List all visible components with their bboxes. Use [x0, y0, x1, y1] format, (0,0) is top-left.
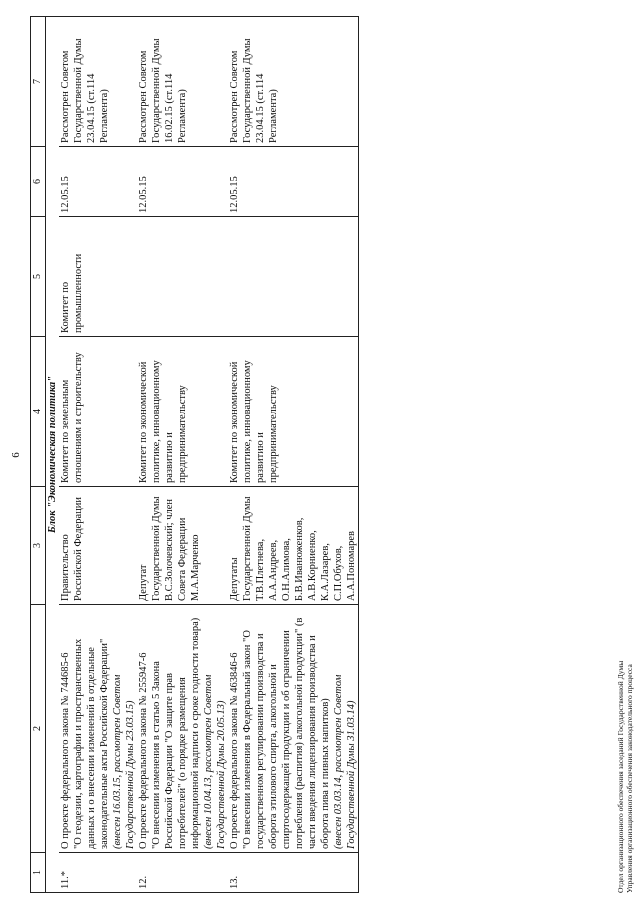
- review-date: 12.05.15: [137, 147, 228, 217]
- responsible-committee: Комитет по экономической политике, инновационному развитию и предпринимательству: [228, 337, 359, 487]
- col-header-2: 2: [31, 605, 46, 853]
- row-number: 13.: [228, 853, 359, 893]
- bill-description: [228, 605, 359, 853]
- review-date: 12.05.15: [59, 147, 137, 217]
- col-header-5: 5: [31, 217, 46, 337]
- row-number: 12.: [137, 853, 228, 893]
- bill-subject: "О внесении изменения в статью 5 Закона Российской Федерации "О защите прав потребителей" (о порядке размещения информационной надписи о сроке годности товара): [151, 617, 201, 849]
- bill-note: (внесен 03.03.14, рассмотрен Советом Государственной Думы 31.03.14): [333, 674, 357, 849]
- col-header-4: 4: [31, 337, 46, 487]
- row-number: 11.*: [59, 853, 137, 893]
- bill-note: (внесен 16.03.15, рассмотрен Советом Государственной Думы 23.03.15): [112, 674, 136, 849]
- table-row: [228, 17, 359, 893]
- col-header-1: 1: [31, 853, 46, 893]
- responsible-committee: Комитет по земельным отношениям и строительству: [59, 337, 137, 487]
- status: Рассмотрен Советом Государственной Думы 23.04.15 (ст.114 Регламента): [59, 17, 137, 147]
- bill-title: О проекте федерального закона № 744685-6: [60, 652, 71, 849]
- bill-description: [59, 605, 137, 853]
- bill-subject: "О геодезии, картографии и пространственных данных и о внесении изменений в отдельные законодательные акты Российской Федерации": [73, 638, 110, 849]
- co-committee: [228, 217, 359, 337]
- header-row: [31, 17, 46, 893]
- agenda-table: [30, 16, 359, 893]
- bill-subject: "О внесении изменения в Федеральный закон "О государственном регулировании производства и оборота этилового спирта, алкогольной и спиртосодержащей продукции и об ограничении потребления (распития) алкогольной продукции" (в части введения лицензирования производства и оборота пива и пивных напитков): [242, 617, 331, 849]
- block-title: Блок "Экономическая политика": [46, 17, 60, 893]
- responsible-committee: Комитет по экономической политике, инновационному развитию и предпринимательству: [137, 337, 228, 487]
- status: Рассмотрен Советом Государственной Думы 16.02.15 (ст.114 Регламента): [137, 17, 228, 147]
- footer-line-2: Управления организационного обеспечения законодательного процесса: [625, 664, 634, 893]
- bill-title: О проекте федерального закона № 463846-6: [229, 652, 240, 849]
- table-row: [137, 17, 228, 893]
- bill-author: Депутаты Государственной Думы Т.В.Плетнева, А.А.Андреев, О.Н.Алимова, Б.В.Иванюженков, А.В.Корниенко, К.А.Лазарев, С.П.Обухов, А.А.Пономарев: [228, 487, 359, 605]
- bill-title: О проекте федерального закона № 255947-6: [138, 652, 149, 849]
- co-committee: Комитет по промышленности: [59, 217, 137, 337]
- bill-description: [137, 605, 228, 853]
- footer-line-1: Отдел организационного обеспечения заседаний Государственной Думы: [616, 660, 625, 893]
- co-committee: [137, 217, 228, 337]
- col-header-6: 6: [31, 147, 46, 217]
- review-date: 12.05.15: [228, 147, 359, 217]
- bill-author: Правительство Российской Федерации: [59, 487, 137, 605]
- bill-author: Депутат Государственной Думы В.С.Золочевский; член Совета Федерации М.А.Марченко: [137, 487, 228, 605]
- col-header-3: 3: [31, 487, 46, 605]
- col-header-7: 7: [31, 17, 46, 147]
- status: Рассмотрен Советом Государственной Думы 23.04.15 (ст.114 Регламента): [228, 17, 359, 147]
- block-title-row: [46, 17, 60, 893]
- page-number: 6: [10, 452, 22, 458]
- table-row: [59, 17, 137, 893]
- footer: [616, 661, 634, 893]
- bill-note: (внесен 10.04.13, рассмотрен Советом Государственной Думы 20.05.13): [203, 674, 227, 849]
